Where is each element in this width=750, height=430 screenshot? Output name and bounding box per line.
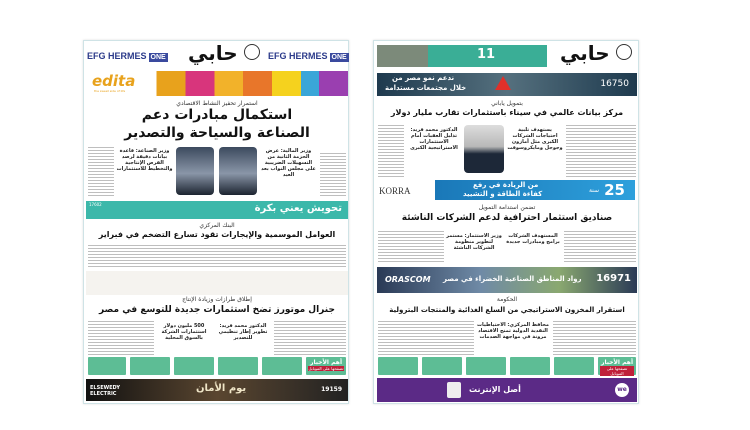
news-box[interactable] [598, 357, 636, 375]
news-box-subtitle: تصفحها على الموبايل [308, 366, 344, 371]
years-number: 25 [604, 181, 625, 199]
pull-quote: وزير الاستثمار: مستمر لتطوير منظومة الشركات الناشئة [446, 233, 502, 251]
hotline: 16971 [596, 273, 631, 284]
left-newspaper-page [83, 40, 349, 404]
news-box-subtitle: تصفحها على الموبايل [600, 366, 634, 376]
bottom-ad-elsewedy[interactable] [86, 379, 348, 401]
story1-kicker: بتمويل ياباني [491, 100, 523, 107]
story3-headline[interactable]: جنرال موتورز تضخ استثمارات جديدة للتوسع في مصر [99, 305, 335, 315]
bottom-ad-text: أصل الإنترنت [469, 385, 521, 394]
calligraphy-ad [86, 271, 348, 295]
pull-quote: محافظ المركزي: الاحتياطيات النقدية الدولية تمنح الاقتصاد مرونة في مواجهة الصدمات [477, 322, 549, 340]
arrow-up-icon [495, 76, 511, 90]
news-item[interactable] [378, 357, 418, 375]
edita-logo: edita [92, 72, 136, 90]
logo-emblem-icon [244, 44, 260, 60]
news-box-title: أهم الأخبار [309, 359, 342, 366]
pull-quote: وزير المالية: عرض الحزمة الثانية من التسهيلات الضريبية على مجلس النواب بعد العيد [261, 148, 316, 178]
story1-headline-line2[interactable]: الصناعة والسياحة والتصدير [124, 125, 310, 141]
pull-quote: يستهدف تلبية احتياجات الشركات الكبرى مثل أمازون وجوجل ومايكروسوفت [507, 127, 563, 151]
korra-banner-band [435, 180, 635, 200]
news-box[interactable] [306, 357, 346, 375]
person-photo [464, 125, 504, 173]
news-item[interactable] [130, 357, 170, 375]
sponsor-text: EFG HERMES [268, 51, 328, 61]
masthead-logo: حابي [188, 41, 238, 65]
story2-headline[interactable]: العوامل الموسمية والإيجارات تقود تسارع التضخم في فبراير [98, 230, 336, 239]
news-item[interactable] [466, 357, 506, 375]
sponsor-badge: ONE [331, 54, 347, 61]
banner-code: 17602 [89, 202, 102, 207]
pull-quote: الدكتور محمد فريد: تذليل العقبات أمام الاستثمارات الاستراتيجية الكبرى [410, 127, 458, 151]
news-item[interactable] [554, 357, 594, 375]
news-item[interactable] [218, 357, 258, 375]
banner-ad-korra[interactable] [377, 180, 637, 200]
pull-quote: الدكتور محمد فريد: تطوير إطار تنظيمي للتصدير [218, 323, 268, 341]
news-item[interactable] [88, 357, 126, 375]
minister-photo [219, 147, 257, 195]
elsewedy-logo: ELSEWEDY ELECTRIC [90, 385, 120, 397]
banner-line2: كفاءة الطاقة و التشييد [463, 190, 543, 198]
logo-emblem-icon [616, 44, 632, 60]
news-box-title: أهم الأخبار [600, 359, 633, 366]
hotline: 19159 [321, 386, 342, 393]
sponsor-logo-right [268, 51, 349, 62]
bottom-ad-we[interactable] [377, 378, 637, 402]
story1-headline[interactable]: مركز بيانات عالمي في سيناء باستثمارات تقارب مليار دولار [390, 108, 624, 117]
sponsor-text: EFG HERMES [87, 51, 147, 61]
story2-kicker: البنك المركزي [199, 222, 235, 229]
news-item[interactable] [262, 357, 302, 375]
years-label: سنة [588, 187, 599, 194]
story3-kicker: الحكومة [496, 296, 518, 303]
story2-kicker: تضمن استدامة التمويل [478, 204, 536, 211]
router-image [447, 382, 461, 398]
top-ad-edita[interactable] [86, 71, 348, 96]
masthead-ad[interactable] [377, 45, 547, 67]
top-ad-line1: ندعم نمو مصر من [392, 74, 455, 82]
top-ad-banner[interactable] [377, 73, 637, 96]
sponsor-badge: ONE [150, 54, 166, 61]
story2-headline[interactable]: صناديق استثمار احترافية لدعم الشركات الناشئة [401, 213, 613, 223]
news-item[interactable] [510, 357, 550, 375]
pull-quote: وزير الصناعة: قاعدة بيانات دقيقة لرصد الفرص الإنتاجية والتخطيط للاستثمارات [116, 148, 173, 172]
korra-logo: KORRA [379, 186, 411, 196]
banner-line1: من الريادة في رفع [473, 181, 539, 189]
edita-tagline: the sweet side of life [94, 89, 126, 93]
news-item[interactable] [174, 357, 214, 375]
story1-headline[interactable]: استكمال مبادرات دعم [141, 107, 293, 123]
top-ad-line2: خلال مجتمعات مستدامة [385, 84, 467, 92]
hotline: 16750 [600, 79, 629, 89]
pull-quote: 500 مليون دولار استثمارات الشركة بالسوق المحلية [161, 323, 207, 341]
story1-kicker: استمرار تحفيز النشاط الاقتصادي [176, 100, 258, 107]
we-logo: we [615, 383, 629, 397]
masthead-logo: حابي [560, 41, 610, 65]
bottom-ad-text: يوم الأمان [196, 383, 247, 394]
banner-text: تحويش يعني بكرة [254, 203, 342, 214]
news-item[interactable] [422, 357, 462, 375]
minister-photo [176, 147, 214, 195]
banner-ad-teal[interactable] [86, 201, 348, 219]
pull-quote: المستهدف الشركات برامج ومبادرات جديدة [506, 233, 560, 245]
story3-headline[interactable]: استقرار المخزون الاستراتيجي من السلع الغذائية والمنتجات البترولية [389, 306, 625, 314]
mid-ad-orascom[interactable] [377, 267, 637, 293]
orascom-logo: ORASCOM [385, 275, 431, 284]
masthead-ad-number: 11 [477, 47, 496, 62]
story3-kicker: إطلاق طرازات وزيادة الإنتاج [182, 296, 252, 303]
sponsor-logo-left [87, 51, 168, 62]
mid-ad-text: رواد المناطق الصناعية الخضراء في مصر [443, 275, 582, 283]
right-newspaper-page [373, 40, 639, 404]
